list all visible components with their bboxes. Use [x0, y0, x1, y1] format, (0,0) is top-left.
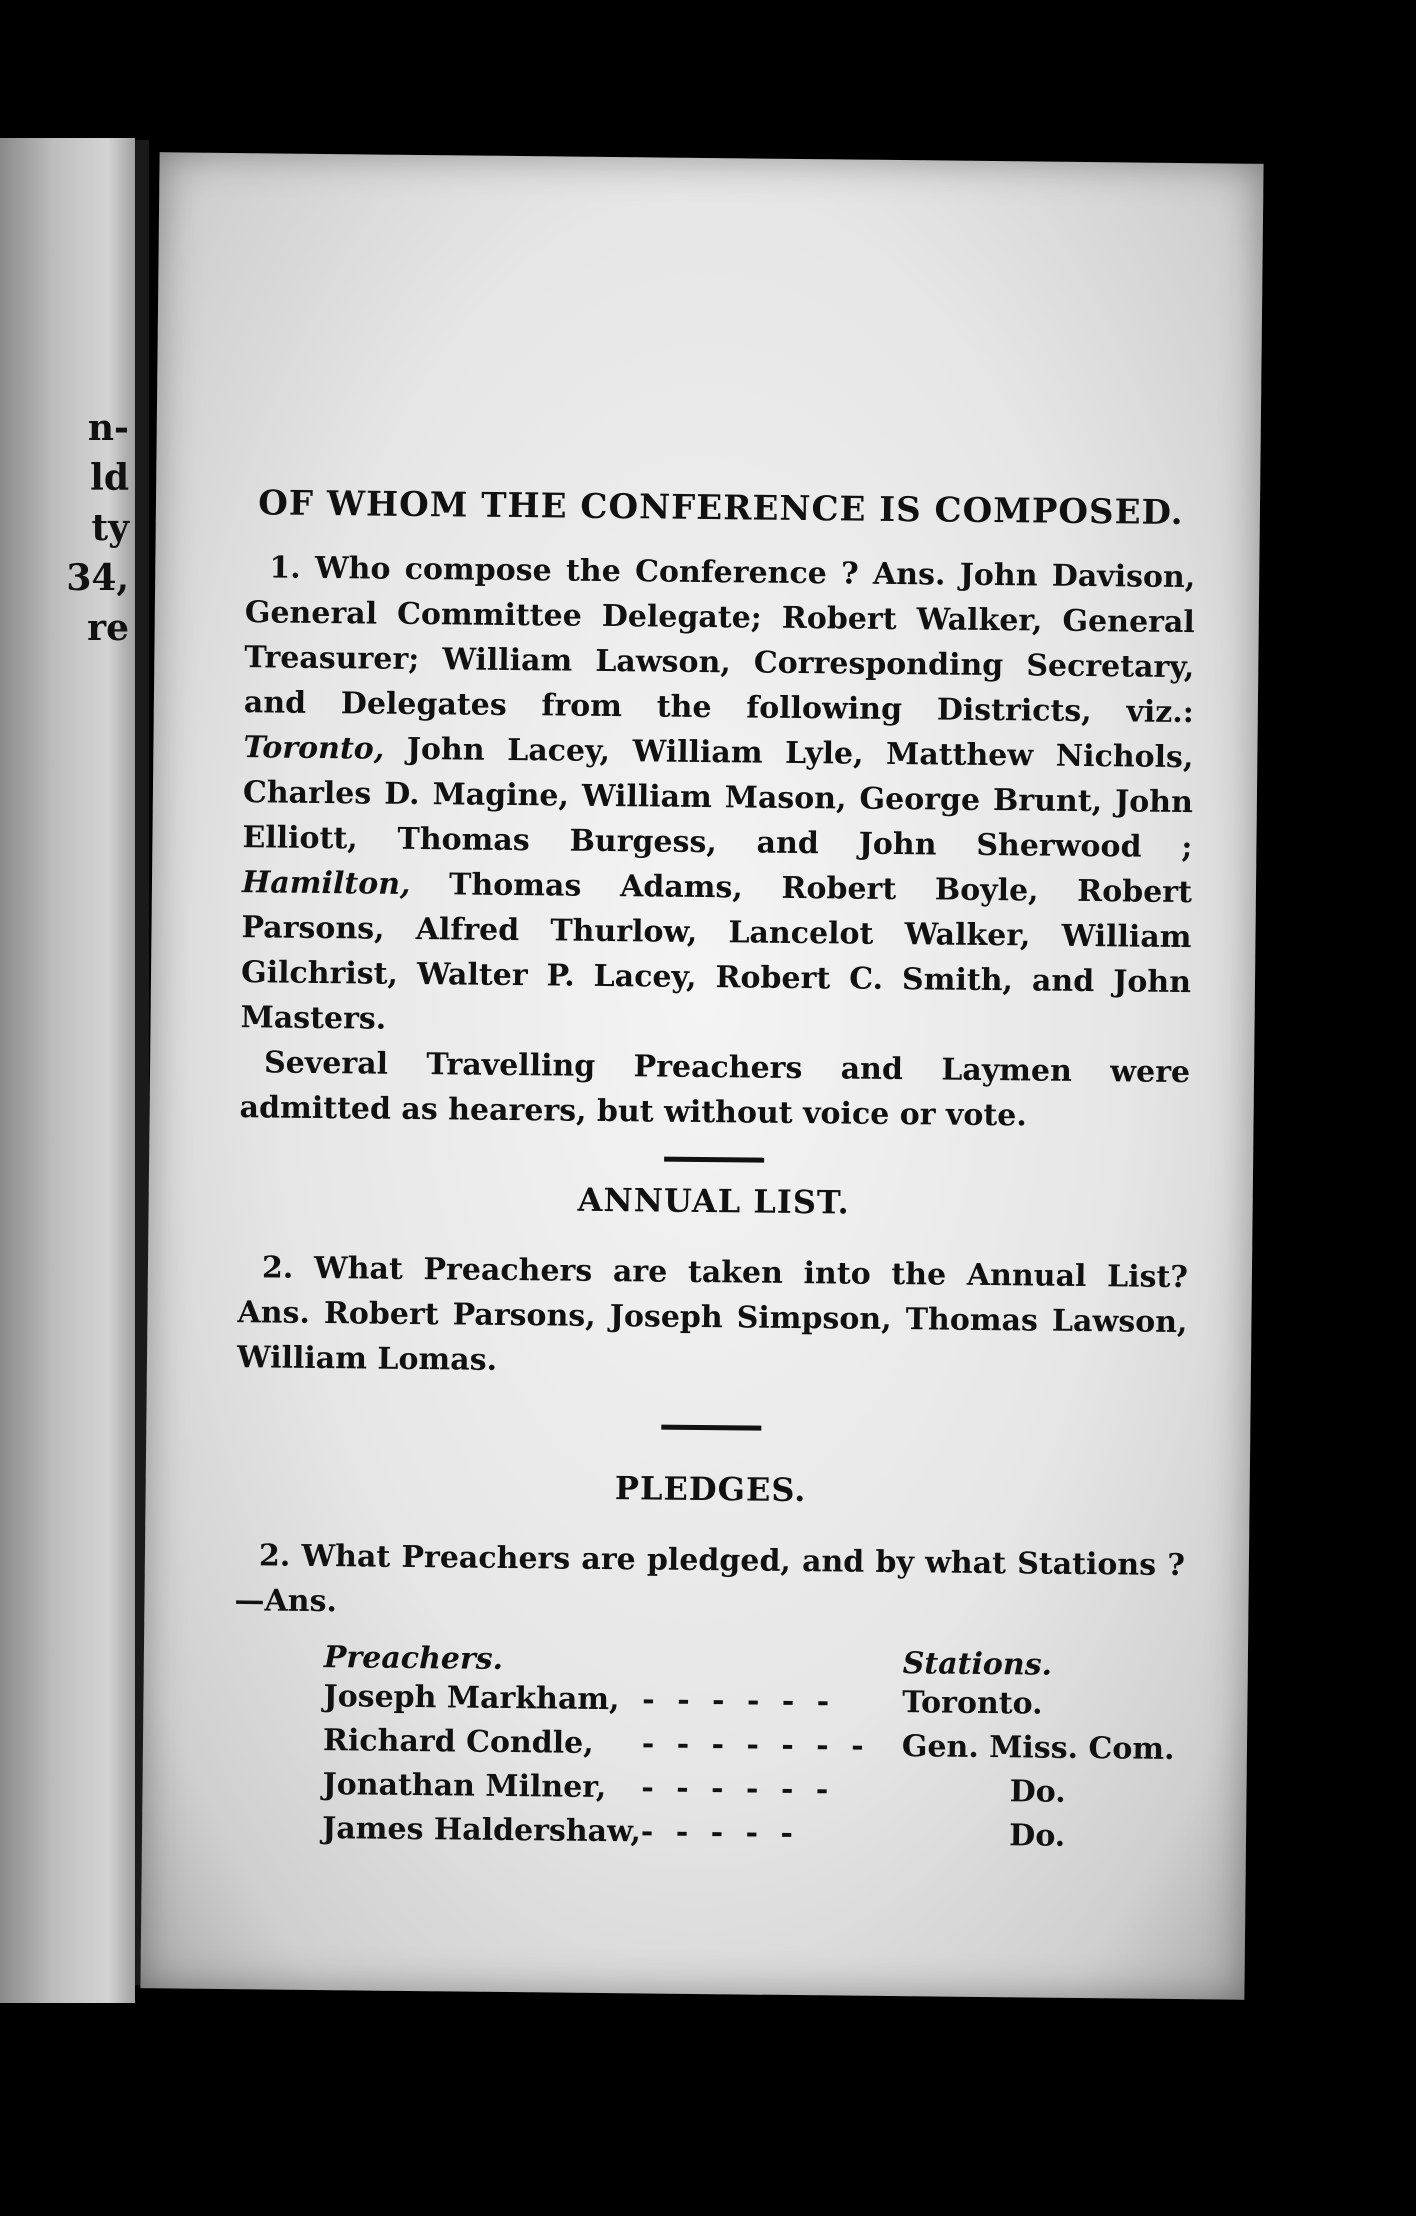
fragment-text: ld: [90, 457, 129, 499]
conference-heading: OF WHOM THE CONFERENCE IS COMPOSED.: [258, 483, 1184, 534]
annual-list-heading: ANNUAL LIST.: [577, 1180, 850, 1222]
pledges-question: 2. What Preachers are pledged, and by what Stations ?—Ans.: [234, 1538, 1186, 1620]
question-1-paragraph: [240, 545, 1195, 1050]
preacher-name: Richard Condle,: [322, 1723, 594, 1761]
leader-dots: - - - - - - -: [641, 1726, 870, 1764]
district-hamilton: Hamilton,: [241, 865, 411, 902]
leader-dots: - - - - -: [640, 1814, 800, 1852]
stations-column-header: Stations.: [902, 1646, 1053, 1683]
preacher-name: James Haldershaw,: [321, 1811, 642, 1850]
station-name: Do.: [1009, 1818, 1066, 1854]
facing-page-fragment: [0, 138, 135, 2003]
fragment-text: ty: [91, 507, 129, 549]
hamilton-delegates: Thomas Adams, Robert Boyle, Robert Parsons, Alfred Thurlow, Lancelot Walker, William Gilchrist, Walter P. Lacey, Robert C. Smith, and John Masters.: [240, 867, 1193, 1037]
preacher-name: Jonathan Milner,: [322, 1767, 607, 1806]
section-divider: [664, 1157, 764, 1163]
station-name: Toronto.: [902, 1685, 1043, 1722]
station-name: Do.: [1009, 1774, 1066, 1810]
toronto-delegates: John Lacey, William Lyle, Matthew Nichols, Charles D. Magine, William Mason, George Brunt, John Elliott, Thomas Burgess, and John Sherwood ;: [242, 731, 1194, 866]
pledges-heading: PLEDGES.: [614, 1469, 807, 1510]
station-name: Gen. Miss. Com.: [901, 1729, 1175, 1767]
preachers-column-header: Preachers.: [323, 1640, 504, 1677]
spacer-header: [642, 1643, 902, 1685]
question-1-lead: 1. Who compose the Conference ? Ans. John Davison, General Committee Delegate; Robert Walker, General Treasurer; William Lawson, Corresponding Secretary, and Delegates from the following Districts, viz.:: [243, 550, 1196, 731]
fragment-text: re: [87, 607, 129, 649]
hearers-note: Several Travelling Preachers and Laymen were admitted as hearers, but without voice or vote.: [239, 1045, 1191, 1134]
fragment-text: 34,: [66, 557, 129, 599]
preacher-name: Joseph Markham,: [323, 1679, 620, 1718]
page-content: [232, 483, 1196, 1864]
document-page: [140, 152, 1263, 1999]
leader-dots: - - - - - -: [642, 1682, 836, 1720]
fragment-text: n-: [87, 407, 129, 449]
pledges-table: [322, 1640, 1176, 1864]
district-toronto: Toronto,: [243, 730, 385, 767]
leader-dots: - - - - - -: [641, 1770, 835, 1808]
section-divider: [661, 1425, 761, 1431]
question-2-paragraph: 2. What Preachers are taken into the Annual List? Ans. Robert Parsons, Joseph Simpson, Thomas Lawson, William Lomas.: [236, 1250, 1189, 1378]
table-row: [322, 1811, 1174, 1864]
